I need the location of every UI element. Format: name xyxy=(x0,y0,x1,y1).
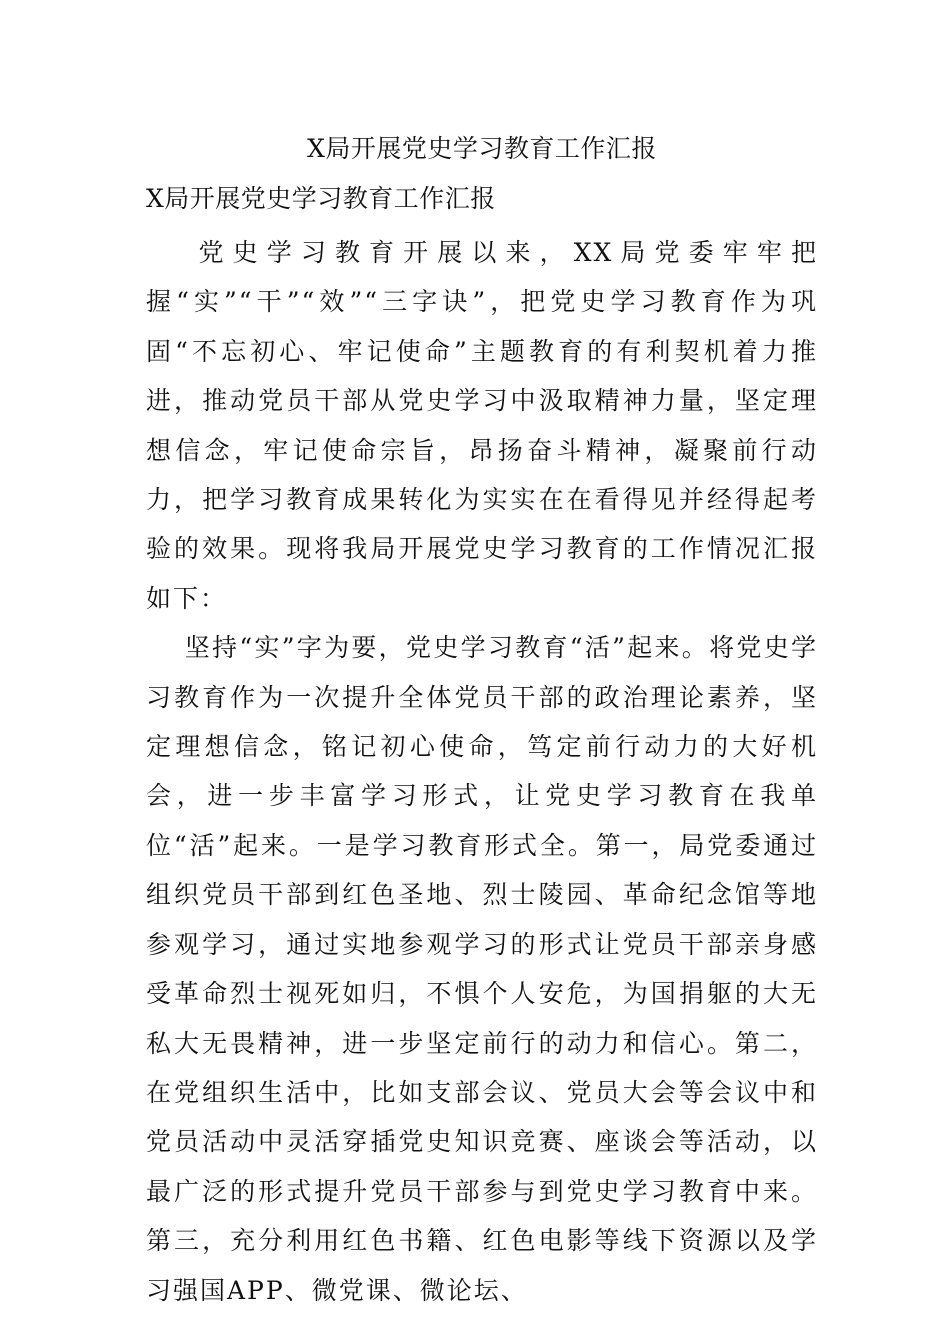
paragraph-learning-forms: 坚持“实”字为要，党史学习教育“活”起来。将党史学习教育作为一次提升全体党员干部的政治理论素养，坚定理想信念，铭记初心使命，笃定前行动力的大好机会，进一步丰富学习形式，让党史学习教育在我单位“活”起来。一是学习教育形式全。第一，局党委通过组织党员干部到红色圣地、烈士陵园、革命纪念馆等地参观学习，通过实地参观学习的形式让党员干部亲身感受革命烈士视死如归，不惧个人安危，为国捐躯的大无私大无畏精神，进一步坚定前行的动力和信心。第二，在党组织生活中，比如支部会议、党员大会等会议中和党员活动中灵活穿插党史知识竞赛、座谈会等活动，以最广泛的形式提升党员干部参与到党史学习教育中来。第三，充分利用红色书籍、红色电影等线下资源以及学习强国APP、微党课、微论坛、 xyxy=(146,633,818,1305)
document-subtitle: X局开展党史学习教育工作汇报 xyxy=(146,184,496,213)
document-title: X局开展党史学习教育工作汇报 xyxy=(307,134,657,163)
paragraph-introduction: 党史学习教育开展以来，XX局党委牢牢把握“实”“干”“效”“三字诀”，把党史学习教育作为巩固“不忘初心、牢记使命”主题教育的有利契机着力推进，推动党员干部从党史学习中汲取精神力量，坚定理想信念，牢记使命宗旨，昂扬奋斗精神，凝聚前行动力，把学习教育成果转化为实实在在看得见并经得起考验的效果。现将我局开展党史学习教育的工作情况汇报如下： xyxy=(146,238,818,613)
document-body xyxy=(146,128,818,1315)
